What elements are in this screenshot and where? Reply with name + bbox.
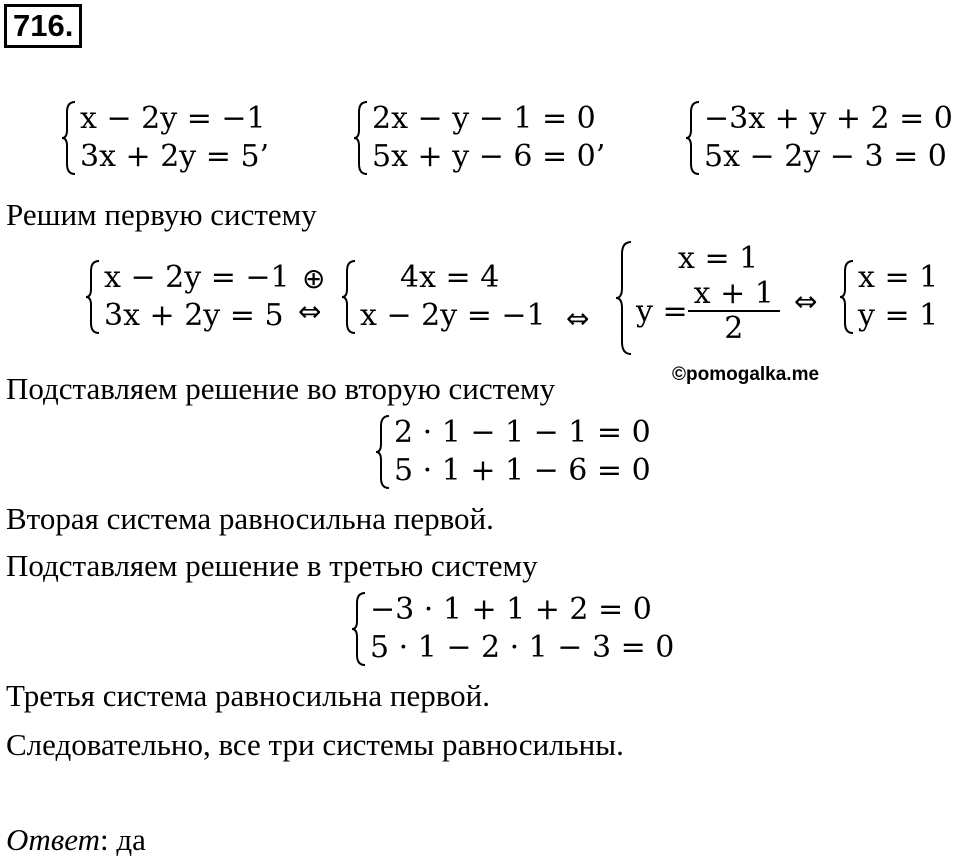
check-second-system [374,414,651,490]
chain-system-2 [340,259,546,335]
left-brace-icon [374,414,392,490]
fraction [688,278,780,346]
equivalence-icon: ⇔ [794,285,818,318]
left-brace-icon [614,240,634,356]
left-brace-icon [684,100,702,176]
chain-system-1 [84,259,290,335]
fraction-denominator: 2 [724,311,744,346]
y-equals: y = [636,294,688,329]
given-system-1 [60,100,269,176]
equation: x − 2y = −1 [80,101,266,136]
fraction-numerator: x + 1 [688,278,780,312]
equivalence-icon: ⇔ [298,295,322,328]
equation: 5x − 2y − 3 = 0 [704,139,947,174]
equation: 4x = 4 [400,260,500,295]
equation: 3x + 2y = 5 [104,298,284,333]
equation: 5x + y − 6 = 0 [372,139,596,174]
equation: x − 2y = −1 [104,260,290,295]
equation: 5 · 1 + 1 − 6 = 0 [394,453,651,488]
equation: 5 · 1 − 2 · 1 − 3 = 0 [370,630,675,665]
third-equiv-text: Третья система равносильна первой. [6,678,490,713]
watermark: ©pomogalka.me [672,364,820,385]
answer-value: да [116,822,146,857]
check-third-system [350,591,674,667]
separator: ’ [595,139,606,174]
left-brace-icon [60,100,78,176]
chain-system-3 [614,240,780,356]
problem-number: 716. [4,4,82,48]
solve-first-label: Решим первую систему [6,197,317,232]
equation: x = 1 [678,241,759,276]
left-brace-icon [84,259,102,335]
second-equiv-text: Вторая система равносильна первой. [6,501,494,536]
equation: 2x − y − 1 = 0 [372,101,596,136]
left-brace-icon [350,591,368,667]
answer-colon: : [99,822,109,857]
equation: x − 2y = −1 [360,298,546,333]
conclusion-text: Следовательно, все три системы равносильны. [6,727,624,762]
substitute-second-label: Подставляем решение во вторую систему [6,371,556,406]
equation: −3x + y + 2 = 0 [704,101,953,136]
equation: y = 1 [858,298,939,333]
left-brace-icon [340,259,358,335]
oplus-icon: ⊕ [302,262,326,295]
answer-label: Ответ [6,822,100,857]
equation: −3 · 1 + 1 + 2 = 0 [370,592,652,627]
chain-system-4 [838,259,938,335]
equation: x = 1 [858,260,939,295]
left-brace-icon [352,100,370,176]
equivalence-icon: ⇔ [566,302,590,335]
given-system-2 [352,100,605,176]
equation: 2 · 1 − 1 − 1 = 0 [394,415,651,450]
left-brace-icon [838,259,856,335]
answer [6,822,146,858]
separator: ’ [259,139,270,174]
given-system-3 [684,100,953,176]
equation: 3x + 2y = 5 [80,139,260,174]
substitute-third-label: Подставляем решение в третью систему [6,548,538,583]
